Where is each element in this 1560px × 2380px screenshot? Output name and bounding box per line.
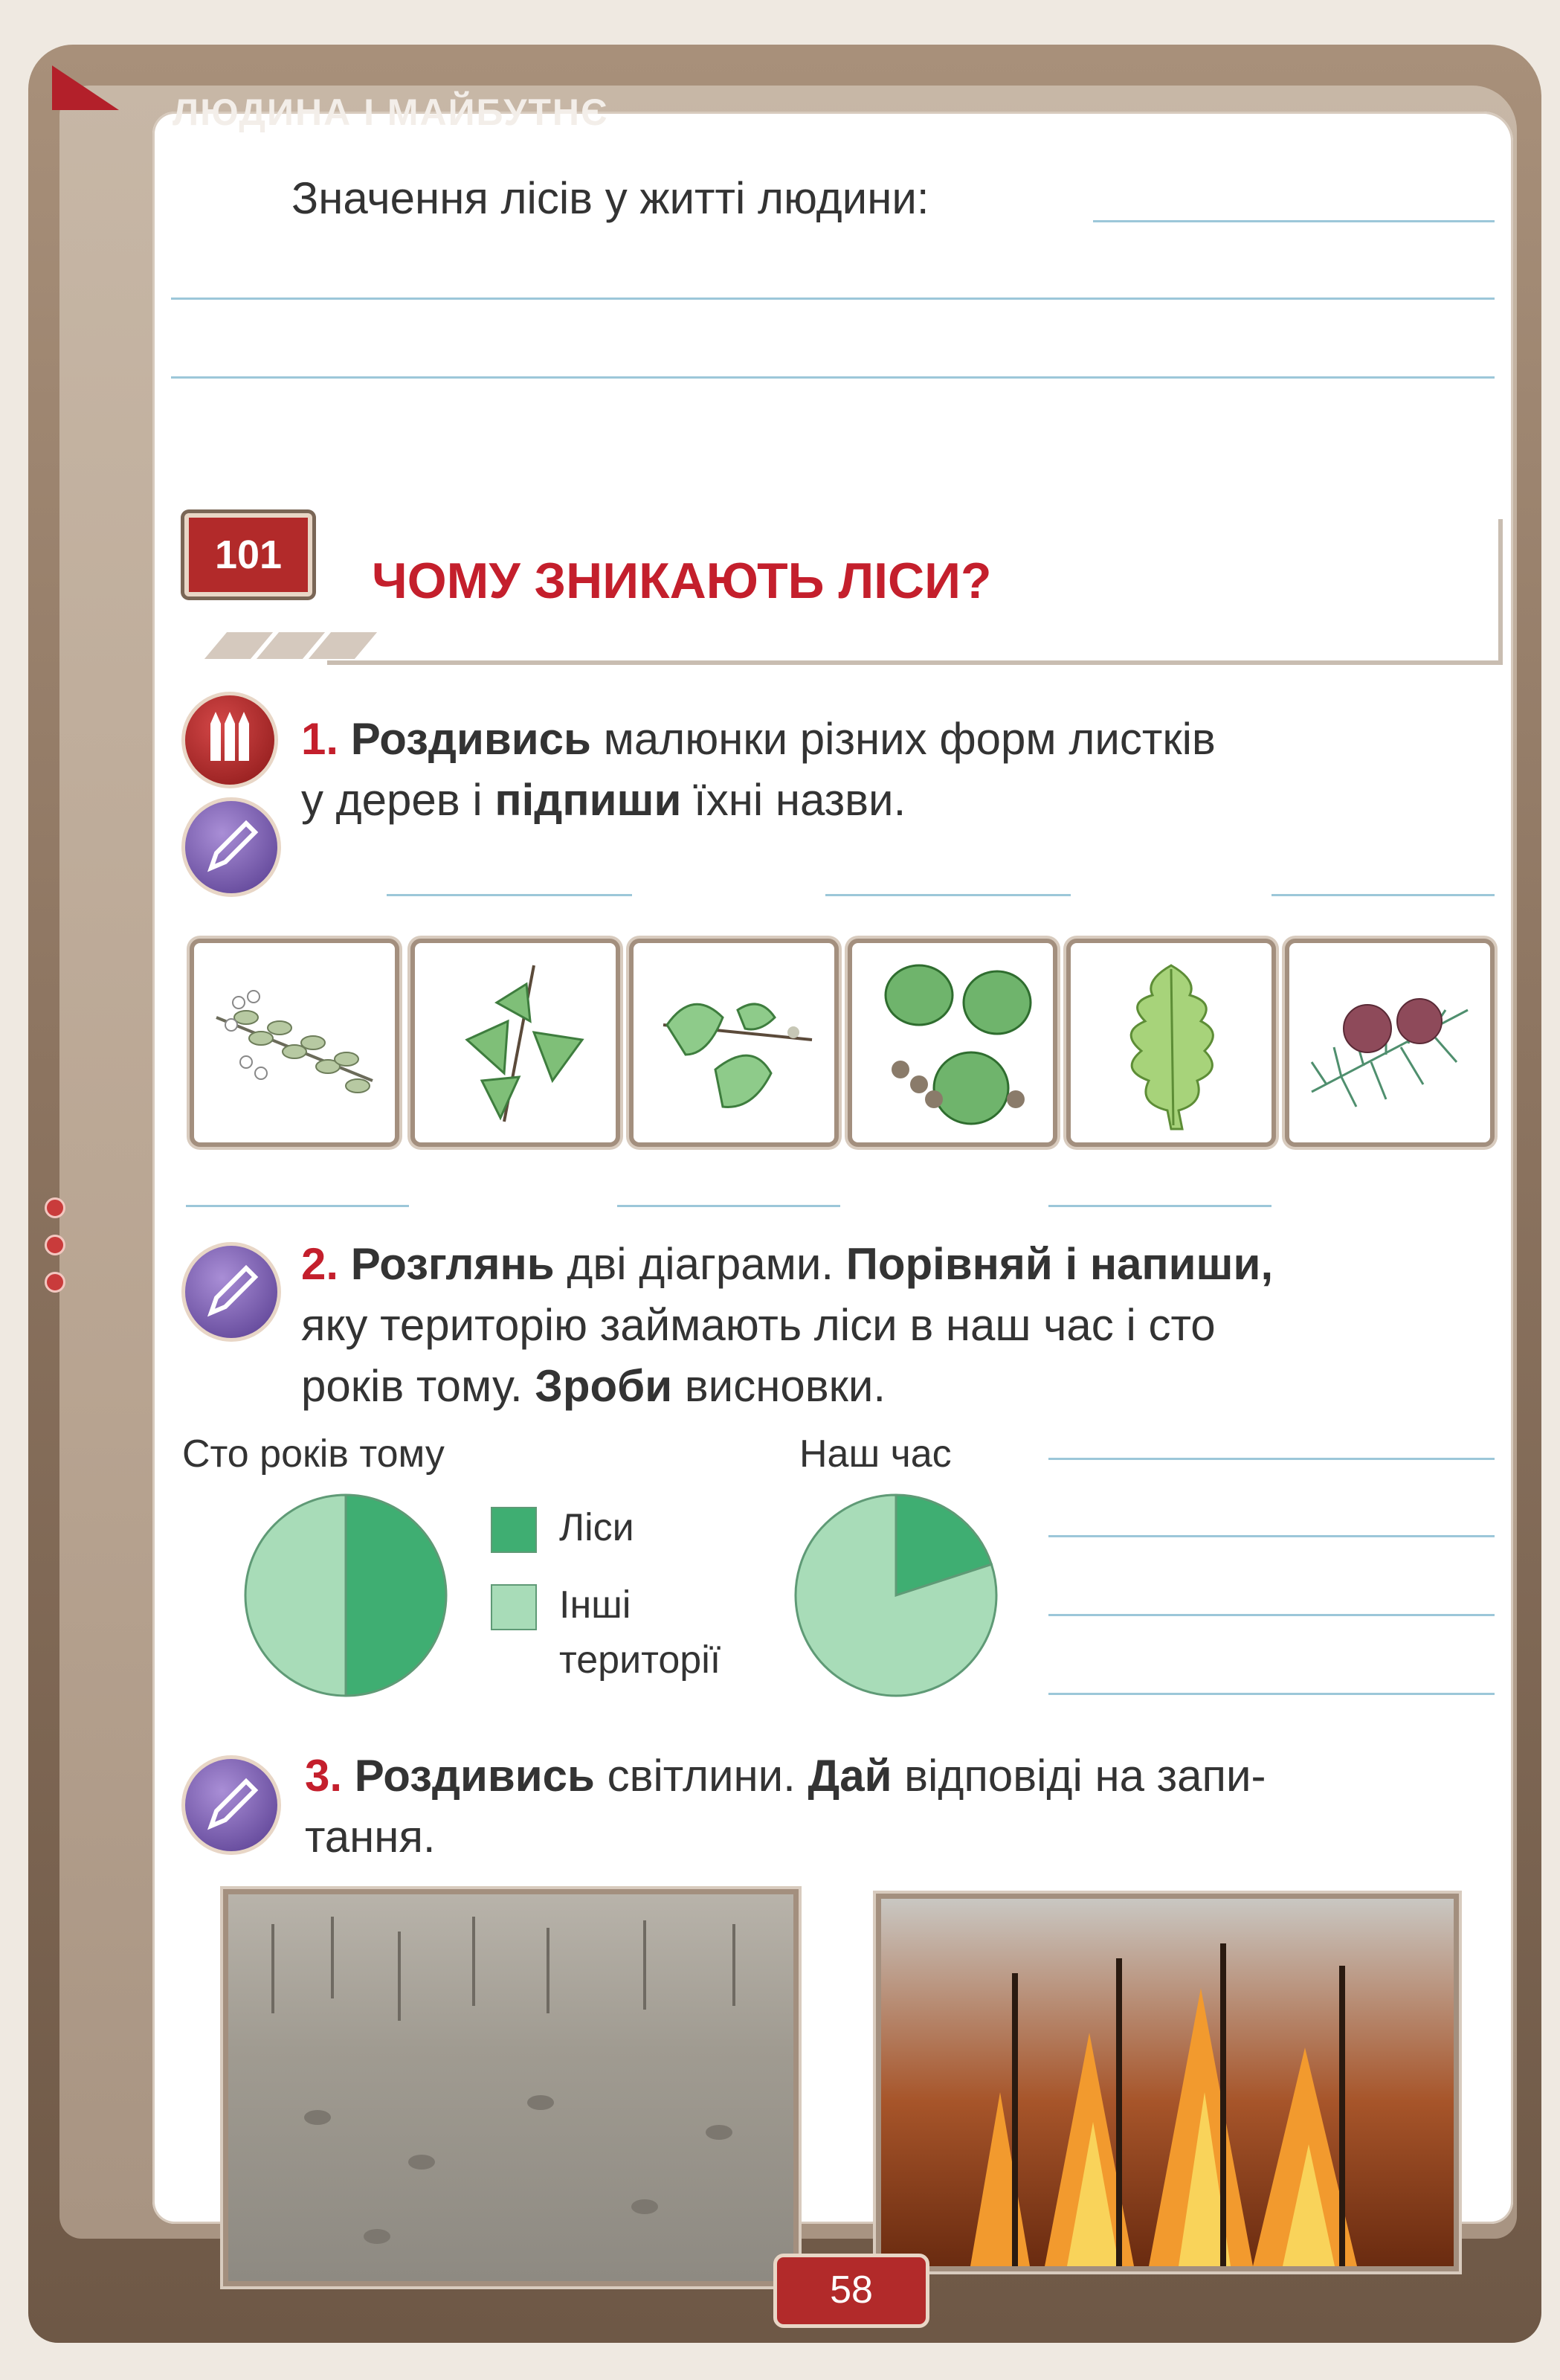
task-2-line-2: яку територію займають ліси в наш час і сто	[301, 1300, 1216, 1350]
task-1-text: малюнки різних форм листків	[590, 714, 1216, 764]
corner-accent	[52, 65, 119, 110]
answer-line[interactable]	[1271, 894, 1495, 896]
section-title: ЧОМУ ЗНИКАЮТЬ ЛІСИ?	[372, 553, 992, 609]
decor-dot	[45, 1197, 65, 1218]
task-3-line-1	[305, 1745, 1266, 1807]
oak-leaf-icon	[1078, 951, 1264, 1135]
task-2-line-1	[301, 1233, 1273, 1296]
answer-line[interactable]	[1048, 1535, 1495, 1537]
larch-branch-icon	[1297, 951, 1483, 1135]
task-2-verb: Розглянь	[350, 1239, 555, 1289]
legend-label-other: Інші	[559, 1583, 631, 1627]
leaf-tile	[190, 939, 399, 1147]
answer-line[interactable]	[1048, 1205, 1271, 1207]
legend-swatch-forest	[491, 1507, 537, 1553]
answer-line[interactable]	[387, 894, 632, 896]
task-3-verb: Роздивись	[354, 1751, 595, 1801]
task-1-number: 1.	[301, 714, 339, 764]
answer-line[interactable]	[825, 894, 1071, 896]
task-1-text: їхні назви.	[681, 775, 906, 825]
task-3-text: світлини.	[594, 1751, 808, 1801]
legend-label-forest: Ліси	[559, 1506, 634, 1549]
answer-line[interactable]	[1048, 1614, 1495, 1616]
task-2-text: висновки.	[672, 1361, 886, 1411]
task-1-line-1	[301, 708, 1216, 771]
task-1-text: у дерев і	[301, 775, 495, 825]
task-2-text: дві діаграми.	[554, 1239, 846, 1289]
answer-line[interactable]	[171, 298, 1495, 300]
acacia-leaf-icon	[202, 951, 387, 1135]
decor-dot	[45, 1272, 65, 1293]
task-1-line-2	[301, 769, 906, 832]
task-2-line-3	[301, 1355, 886, 1418]
task-3-line-2: тання.	[305, 1812, 436, 1862]
answer-line[interactable]	[1093, 220, 1495, 222]
section-header-label: ЛЮДИНА І МАЙБУТНЄ	[173, 91, 609, 133]
task-3-text: відповіді на запи-	[892, 1751, 1266, 1801]
leaf-tile	[629, 939, 839, 1147]
answer-line[interactable]	[1048, 1693, 1495, 1695]
intro-text: Значення лісів у житті людини:	[291, 173, 929, 223]
linden-leaf-icon	[641, 951, 827, 1135]
task-2-text: років тому.	[301, 1361, 535, 1411]
decor-dot	[45, 1235, 65, 1255]
pie-slice-forest	[346, 1495, 446, 1696]
answer-line[interactable]	[171, 376, 1495, 379]
page-number: 58	[773, 2254, 929, 2328]
task-3-number: 3.	[305, 1751, 343, 1801]
pencil-icon	[181, 797, 281, 897]
answer-line[interactable]	[186, 1205, 409, 1207]
legend-swatch-other	[491, 1584, 537, 1630]
pie-chart-present	[788, 1488, 1004, 1703]
pencil-icon	[181, 1242, 281, 1342]
chart-title-present: Наш час	[799, 1432, 952, 1476]
task-2-number: 2.	[301, 1239, 339, 1289]
task-2-verb: Зроби	[535, 1361, 673, 1411]
task-1-verb: підпиши	[494, 775, 682, 825]
deforestation-photo	[223, 1889, 799, 2286]
pie-slice-other	[245, 1495, 346, 1696]
legend-label-other: території	[559, 1638, 721, 1682]
task-2-verb: Порівняй і напиши,	[845, 1239, 1274, 1289]
answer-line[interactable]	[1048, 1458, 1495, 1460]
chart-title-past: Сто років тому	[182, 1432, 445, 1476]
leaf-tile	[410, 939, 620, 1147]
leaf-tile	[1066, 939, 1276, 1147]
forest-fire-photo	[876, 1894, 1459, 2271]
task-3-verb: Дай	[808, 1751, 892, 1801]
pencils-icon	[181, 692, 278, 788]
pencil-icon	[181, 1755, 281, 1855]
alder-leaf-icon	[860, 951, 1045, 1135]
section-number-badge: 101	[184, 513, 312, 596]
birch-leaf-icon	[422, 951, 608, 1135]
task-1-verb: Роздивись	[350, 714, 591, 764]
answer-line[interactable]	[617, 1205, 840, 1207]
leaf-tile	[848, 939, 1057, 1147]
pie-chart-past	[238, 1488, 454, 1703]
leaf-tile	[1285, 939, 1495, 1147]
